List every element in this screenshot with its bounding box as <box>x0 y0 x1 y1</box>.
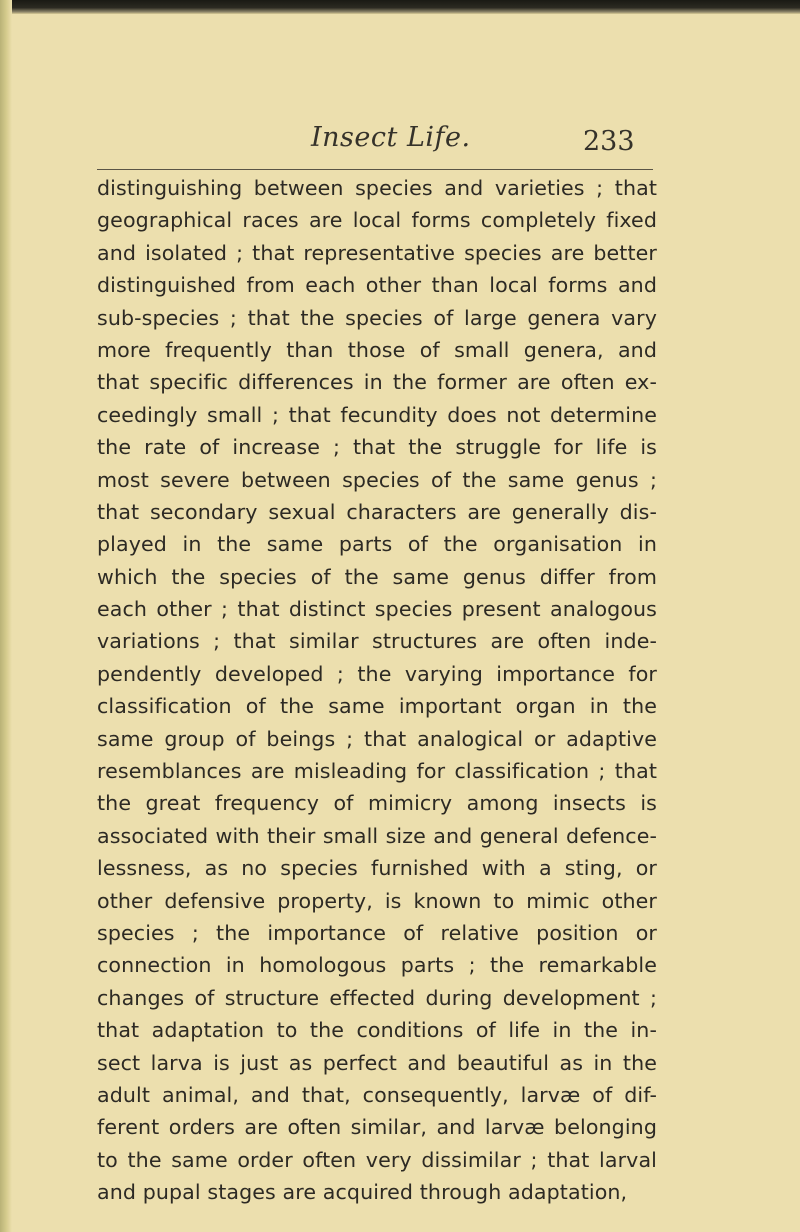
text-line: the rate of increase ; that the struggle for life is <box>97 435 657 460</box>
text-line: ferent orders are often similar, and larvæ belonging <box>97 1115 657 1140</box>
text-line: other defensive property, is known to mimic other <box>97 888 657 913</box>
text-line: variations ; that similar structures are often inde- <box>97 629 657 654</box>
text-line: which the species of the same genus differ from <box>97 564 657 589</box>
text-line: and pupal stages are acquired through adaptation, <box>97 1180 628 1205</box>
text-line: distinguished from each other than local forms and <box>97 273 657 298</box>
text-line: classification of the same important organ in the <box>97 694 657 719</box>
text-line: each other ; that distinct species present analogous <box>97 597 657 622</box>
body-text <box>97 172 657 1209</box>
text-line: most severe between species of the same genus ; <box>97 467 657 492</box>
text-line: played in the same parts of the organisation in <box>97 532 657 557</box>
text-line: that adaptation to the conditions of life in the in- <box>97 1018 657 1043</box>
text-line: the great frequency of mimicry among insects is <box>97 791 657 816</box>
text-line: distinguishing between species and varieties ; that <box>97 176 657 200</box>
text-line: species ; the importance of relative position or <box>97 920 657 945</box>
page-number: 233 <box>583 126 635 157</box>
text-line: lessness, as no species furnished with a sting, or <box>97 856 657 881</box>
text-line: resemblances are misleading for classification ; that <box>97 759 657 784</box>
text-line: associated with their small size and general defence- <box>97 823 657 848</box>
text-line: ceedingly small ; that fecundity does not determine <box>97 402 657 427</box>
text-line: and isolated ; that representative species are better <box>97 240 657 265</box>
running-head <box>0 122 800 162</box>
header-rule <box>97 169 653 170</box>
text-line: pendently developed ; the varying importance for <box>97 661 657 686</box>
text-line: changes of structure effected during development ; <box>97 985 657 1010</box>
text-line: same group of beings ; that analogical or adaptive <box>97 726 657 751</box>
text-line: connection in homologous parts ; the remarkable <box>97 953 657 978</box>
running-title: Insect Life. <box>311 122 471 153</box>
text-line: sub-species ; that the species of large genera vary <box>97 305 657 330</box>
text-line: that secondary sexual characters are generally dis- <box>97 499 657 524</box>
text-line: to the same order often very dissimilar ; that larval <box>97 1147 657 1172</box>
text-line: that specific differences in the former are often ex- <box>97 370 657 395</box>
text-line: adult animal, and that, consequently, larvæ of dif- <box>97 1082 657 1107</box>
text-line: sect larva is just as perfect and beautiful as in the <box>97 1050 657 1075</box>
text-line: more frequently than those of small genera, and <box>97 337 657 362</box>
text-line: geographical races are local forms completely fixed <box>97 208 657 233</box>
